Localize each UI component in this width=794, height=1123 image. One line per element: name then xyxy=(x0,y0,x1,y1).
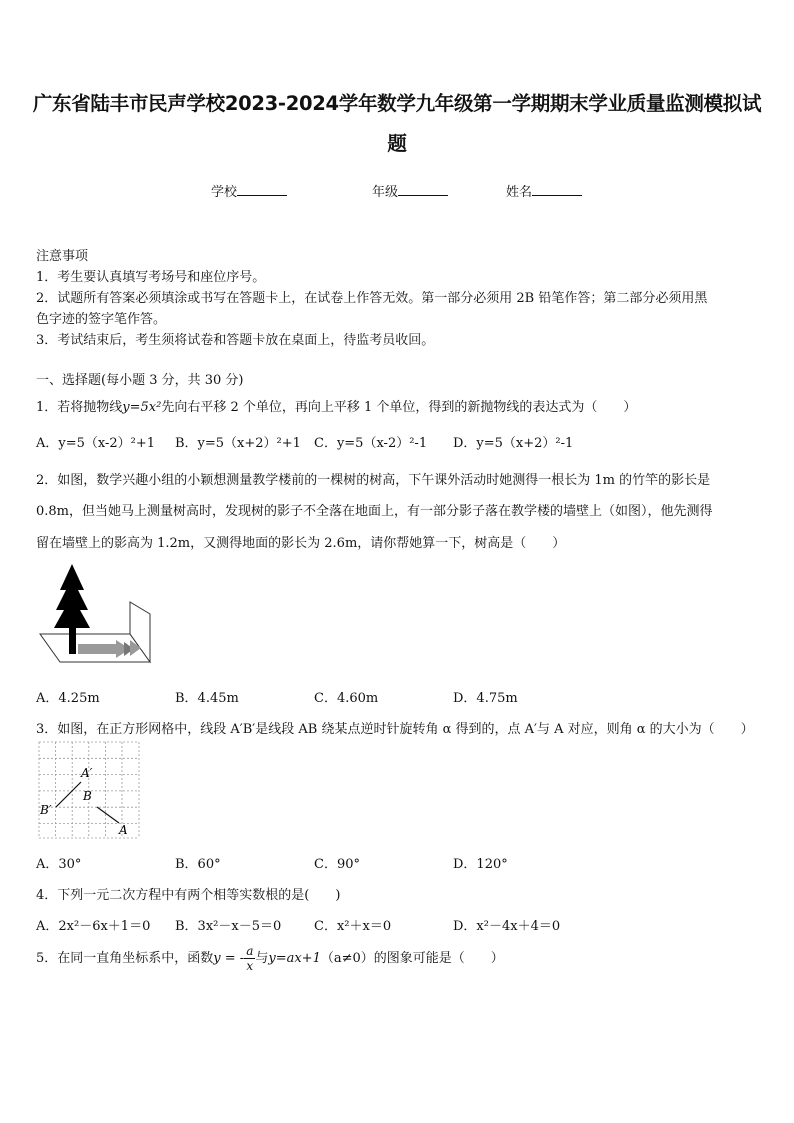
label-b: B xyxy=(83,789,92,803)
name-blank[interactable] xyxy=(532,183,582,196)
question-1-stem: 1．若将抛物线y=5x²先向右平移 2 个单位，再向上平移 1 个单位，得到的新抛物线的表达式为（ ） xyxy=(36,400,637,415)
notice-item: 1．考生要认真填写考场号和座位序号。 xyxy=(36,270,266,285)
q2-option-c[interactable]: C．4.60m xyxy=(314,691,379,706)
q2-option-b[interactable]: B．4.45m xyxy=(175,691,239,706)
q1-option-a[interactable]: A．y=5（x-2）²+1 xyxy=(36,436,156,451)
question-2-line: 留在墙壁上的影高为 1.2m，又测得地面的影长为 2.6m，请你帮她算一下，树高是（ ） xyxy=(36,536,566,551)
notice-item: 2．试题所有答案必须填涂或书写在答题卡上，在试卷上作答无效。第一部分必须用 2B 铅笔作答；第二部分必须用黑 xyxy=(36,291,708,306)
q1-option-d[interactable]: D．y=5（x+2）²-1 xyxy=(453,436,574,451)
q4-option-c[interactable]: C．x²＋x＝0 xyxy=(314,919,392,934)
grade-blank[interactable] xyxy=(398,183,448,196)
q4-option-d[interactable]: D．x²－4x＋4＝0 xyxy=(453,919,561,934)
question-3-stem: 3．如图，在正方形网格中，线段 A′B′是线段 AB 绕某点逆时针旋转角 α 得到的，点 A′与 A 对应，则角 α 的大小为（ ） xyxy=(36,722,754,737)
q3-option-a[interactable]: A．30° xyxy=(36,857,82,872)
school-blank[interactable] xyxy=(237,183,287,196)
q1-option-c[interactable]: C．y=5（x-2）²-1 xyxy=(314,436,428,451)
grade-field xyxy=(372,181,448,200)
school-field xyxy=(211,181,287,200)
question-2-line: 0.8m，但当她马上测量树高时，发现树的影子不全落在地面上，有一部分影子落在教学楼的墙壁上（如图），他先测得 xyxy=(36,504,713,519)
q3-option-c[interactable]: C．90° xyxy=(314,857,360,872)
notice-heading: 注意事项 xyxy=(36,249,89,264)
q4-option-b[interactable]: B．3x²－x－5＝0 xyxy=(175,919,282,934)
section-heading: 一、选择题(每小题 3 分，共 30 分) xyxy=(36,373,244,388)
question-4-stem: 4．下列一元二次方程中有两个相等实数根的是( ) xyxy=(36,888,341,903)
question-5-stem: 5．在同一直角坐标系中，函数y = - $\frac{a}{x}$ 与y=ax+1（a≠0）的图象可能是（ ） xyxy=(36,944,504,973)
grade-label: 年级 xyxy=(372,185,399,200)
name-field xyxy=(506,181,582,200)
label-a-prime: A′ xyxy=(81,766,93,780)
q3-option-d[interactable]: D．120° xyxy=(453,857,508,872)
page-title-continued: 题 xyxy=(387,132,407,155)
fraction: $\frac{a}{x}$ xyxy=(246,944,254,973)
tree-shadow-figure xyxy=(38,562,156,670)
name-label: 姓名 xyxy=(506,185,533,200)
q1-option-b[interactable]: B．y=5（x+2）²+1 xyxy=(175,436,301,451)
label-a: A xyxy=(119,823,128,837)
notice-item: 色字迹的签字笔作答。 xyxy=(36,312,167,327)
q4-option-a[interactable]: A．2x²－6x＋1＝0 xyxy=(36,919,151,934)
question-2-line: 2．如图，数学兴趣小组的小颖想测量教学楼前的一棵树的树高，下午课外活动时她测得一根长为 1m 的竹竿的影长是 xyxy=(36,473,711,488)
notice-item: 3．考试结束后，考生须将试卷和答题卡放在桌面上，待监考员收回。 xyxy=(36,333,435,348)
label-b-prime: B′ xyxy=(40,803,52,817)
q3-option-b[interactable]: B．60° xyxy=(175,857,221,872)
q2-option-a[interactable]: A．4.25m xyxy=(36,691,100,706)
rotation-grid-figure xyxy=(37,740,141,840)
school-label: 学校 xyxy=(211,185,238,200)
q2-option-d[interactable]: D．4.75m xyxy=(453,691,518,706)
page-title: 广东省陆丰市民声学校2023-2024学年数学九年级第一学期期末学业质量监测模拟试 xyxy=(32,92,762,115)
